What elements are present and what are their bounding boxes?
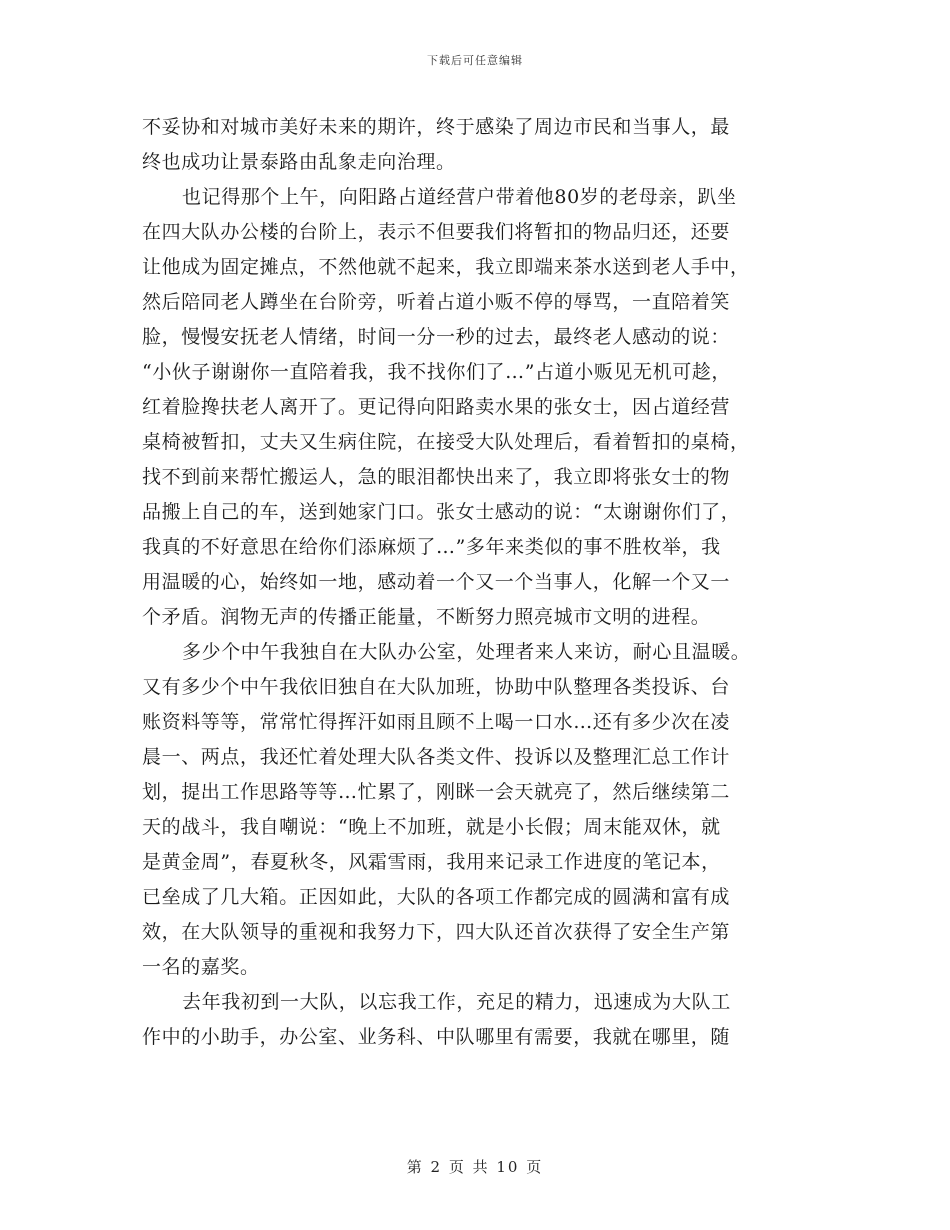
document-body	[142, 110, 810, 1055]
text-line: 找不到前来帮忙搬运人，急的眼泪都快出来了，我立即将张女士的物	[142, 466, 731, 488]
page-footer: 第 2 页 共 10 页	[406, 1158, 544, 1176]
text-line: 天的战斗，我自嘲说：“晚上不加班，就是小长假；周末能双休，就	[142, 816, 721, 838]
page-header: 下载后可任意编辑	[427, 54, 523, 67]
text-line: 是黄金周”，春夏秋冬，风霜雪雨，我用来记录工作进度的笔记本，	[142, 851, 721, 873]
text-line: 一名的嘉奖。	[142, 956, 260, 978]
text-line: 品搬上自己的车，送到她家门口。张女士感动的说：“太谢谢你们了，	[142, 501, 741, 523]
text-line: 效，在大队领导的重视和我努力下，四大队还首次获得了安全生产第	[142, 921, 731, 943]
text-line: 终也成功让景泰路由乱象走向治理。	[142, 151, 456, 173]
text-line: 作中的小助手，办公室、业务科、中队哪里有需要，我就在哪里，随	[142, 1026, 731, 1048]
text-line: 去年我初到一大队，以忘我工作，充足的精力，迅速成为大队工	[182, 991, 731, 1013]
text-line: 已垒成了几大箱。正因如此，大队的各项工作都完成的圆满和富有成	[142, 886, 731, 908]
text-line: 不妥协和对城市美好未来的期许，终于感染了周边市民和当事人，最	[142, 116, 731, 138]
text-line: 脸，慢慢安抚老人情绪，时间一分一秒的过去，最终老人感动的说：	[142, 326, 731, 348]
text-line: 又有多少个中午我依旧独自在大队加班，协助中队整理各类投诉、台	[142, 676, 731, 698]
text-line: 让他成为固定摊点，不然他就不起来，我立即端来茶水送到老人手中，	[142, 256, 750, 278]
text-line: 桌椅被暂扣，丈夫又生病住院，在接受大队处理后，看着暂扣的桌椅，	[142, 431, 750, 453]
text-line: 用温暖的心，始终如一地，感动着一个又一个当事人，化解一个又一	[142, 571, 731, 593]
text-line: 红着脸搀扶老人离开了。更记得向阳路卖水果的张女士，因占道经营	[142, 396, 731, 418]
text-line: 账资料等等，常常忙得挥汗如雨且顾不上喝一口水…还有多少次在凌	[142, 711, 731, 733]
text-line: 晨一、两点，我还忙着处理大队各类文件、投诉以及整理汇总工作计	[142, 746, 731, 768]
text-line: 多少个中午我独自在大队办公室，处理者来人来访，耐心且温暖。	[182, 641, 751, 663]
text-line: 也记得那个上午，向阳路占道经营户带着他80岁的老母亲，趴坐	[182, 186, 737, 208]
text-line: 我真的不好意思在给你们添麻烦了…”多年来类似的事不胜枚举，我	[142, 536, 721, 558]
text-line: “小伙子谢谢你一直陪着我，我不找你们了…”占道小贩见无机可趁，	[142, 361, 732, 383]
text-line: 然后陪同老人蹲坐在台阶旁，听着占道小贩不停的辱骂，一直陪着笑	[142, 291, 731, 313]
text-line: 划，提出工作思路等等…忙累了，刚眯一会天就亮了，然后继续第二	[142, 781, 731, 803]
text-line: 在四大队办公楼的台阶上，表示不但要我们将暂扣的物品归还，还要	[142, 221, 731, 243]
text-line: 个矛盾。润物无声的传播正能量，不断努力照亮城市文明的进程。	[142, 606, 711, 628]
